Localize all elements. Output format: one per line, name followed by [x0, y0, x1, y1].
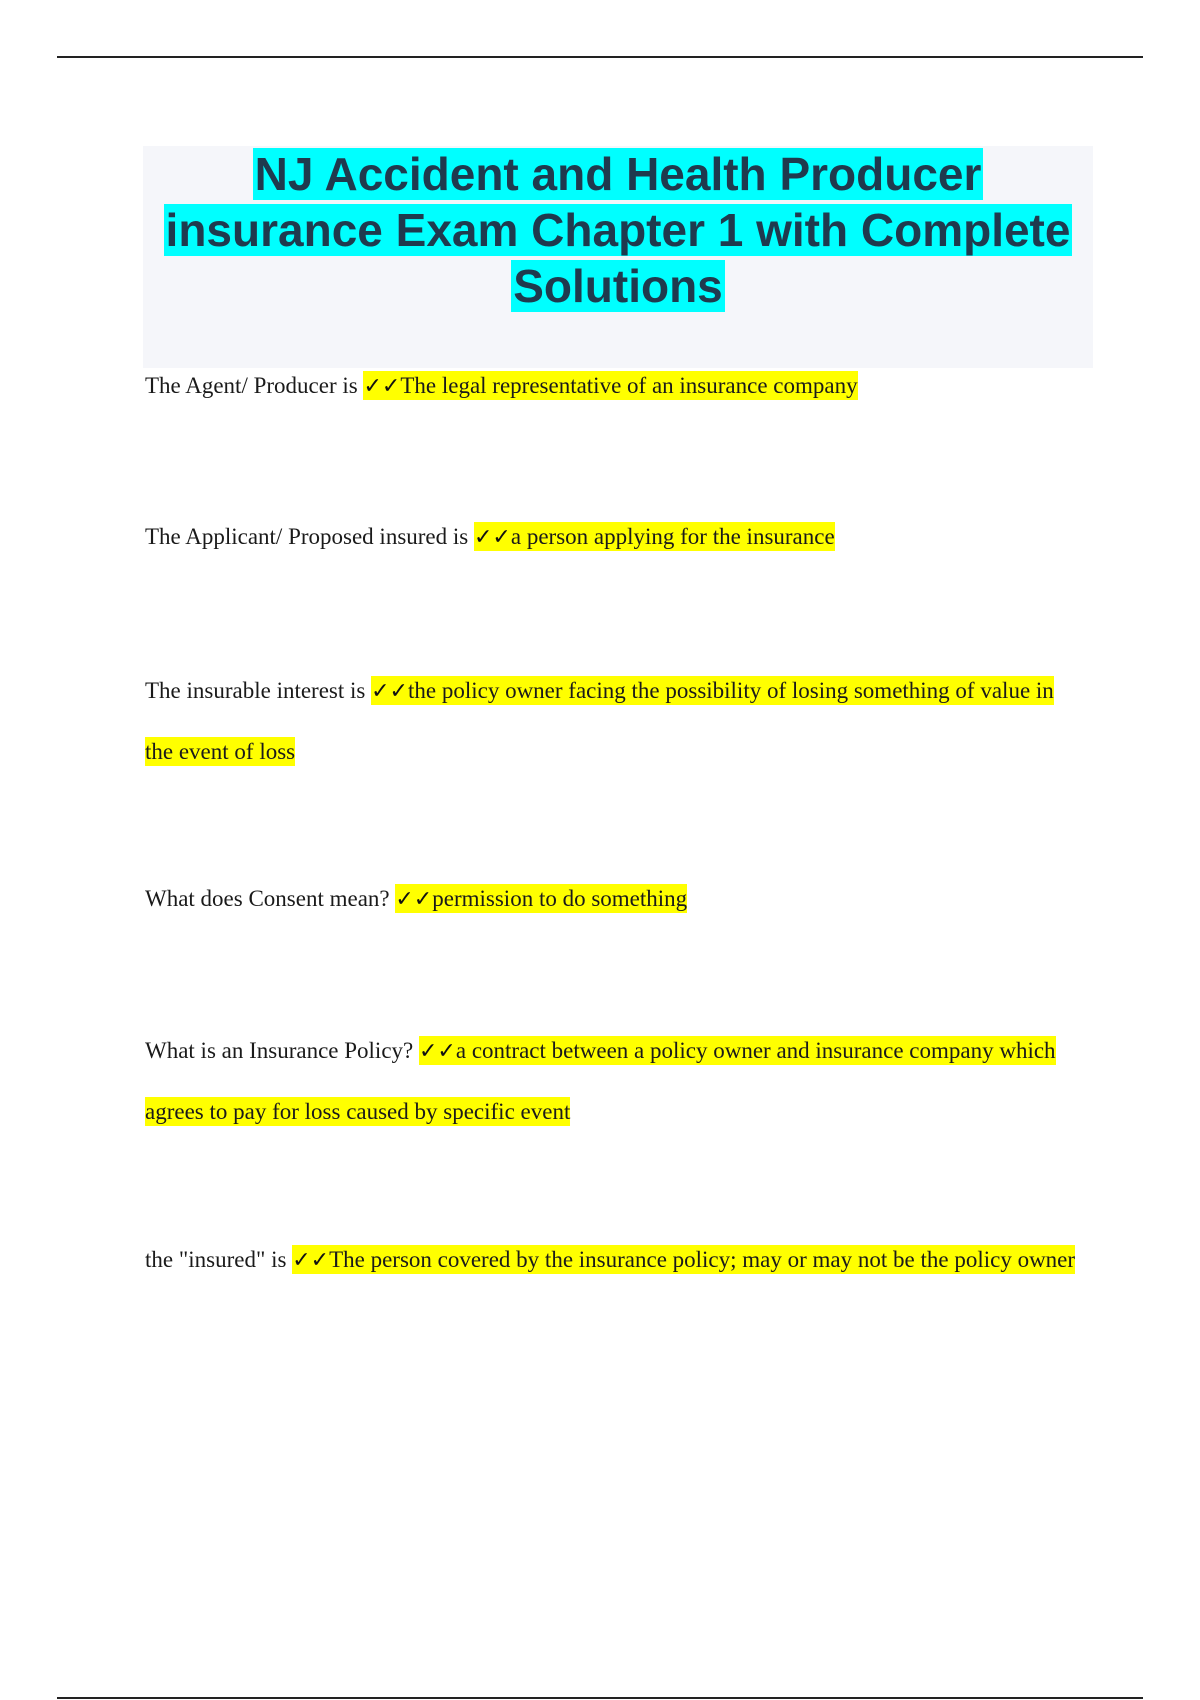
- check-mark-icon: ✓✓: [395, 887, 433, 912]
- check-mark-icon: ✓✓: [292, 1248, 330, 1273]
- answer-highlight: [474, 522, 835, 551]
- check-mark-icon: ✓✓: [474, 525, 511, 550]
- qa-item: [145, 661, 1085, 782]
- qa-item: [145, 1230, 1085, 1291]
- question-text: What is an Insurance Policy?: [145, 1038, 419, 1063]
- answer-text: permission to do something: [432, 886, 688, 911]
- check-mark-icon: ✓✓: [419, 1039, 456, 1064]
- document-title: [143, 146, 1093, 314]
- question-text: The Applicant/ Proposed insured is: [145, 524, 474, 549]
- answer-text: a contract between a policy owner and insurance company which agrees to pay for loss caused by specific event: [145, 1038, 1056, 1124]
- qa-item: [145, 507, 1085, 568]
- question-text: The insurable interest is: [145, 678, 372, 703]
- question-text: What does Consent mean?: [145, 886, 396, 911]
- answer-text: The legal representative of an insurance company: [400, 373, 858, 398]
- top-rule: [57, 56, 1143, 58]
- document-title-text: NJ Accident and Health Producer insurance Exam Chapter 1 with Complete Solutions: [165, 148, 1071, 312]
- answer-highlight: [363, 371, 857, 400]
- title-band: [143, 146, 1093, 368]
- check-mark-icon: ✓✓: [363, 374, 401, 399]
- qa-item: [145, 869, 1085, 930]
- answer-text: The person covered by the insurance policy; may or may not be the policy owner: [329, 1247, 1076, 1272]
- answer-highlight: [292, 1245, 1075, 1274]
- answer-highlight: [395, 884, 687, 913]
- check-mark-icon: ✓✓: [371, 679, 408, 704]
- question-text: The Agent/ Producer is: [145, 373, 364, 398]
- bottom-rule: [57, 1697, 1143, 1699]
- answer-text: the policy owner facing the possibility of losing something of value in the event of loss: [145, 678, 1054, 764]
- qa-item: [145, 356, 1085, 417]
- answer-text: a person applying for the insurance: [510, 524, 835, 549]
- question-text: the "insured" is: [145, 1247, 293, 1272]
- qa-item: [145, 1021, 1085, 1142]
